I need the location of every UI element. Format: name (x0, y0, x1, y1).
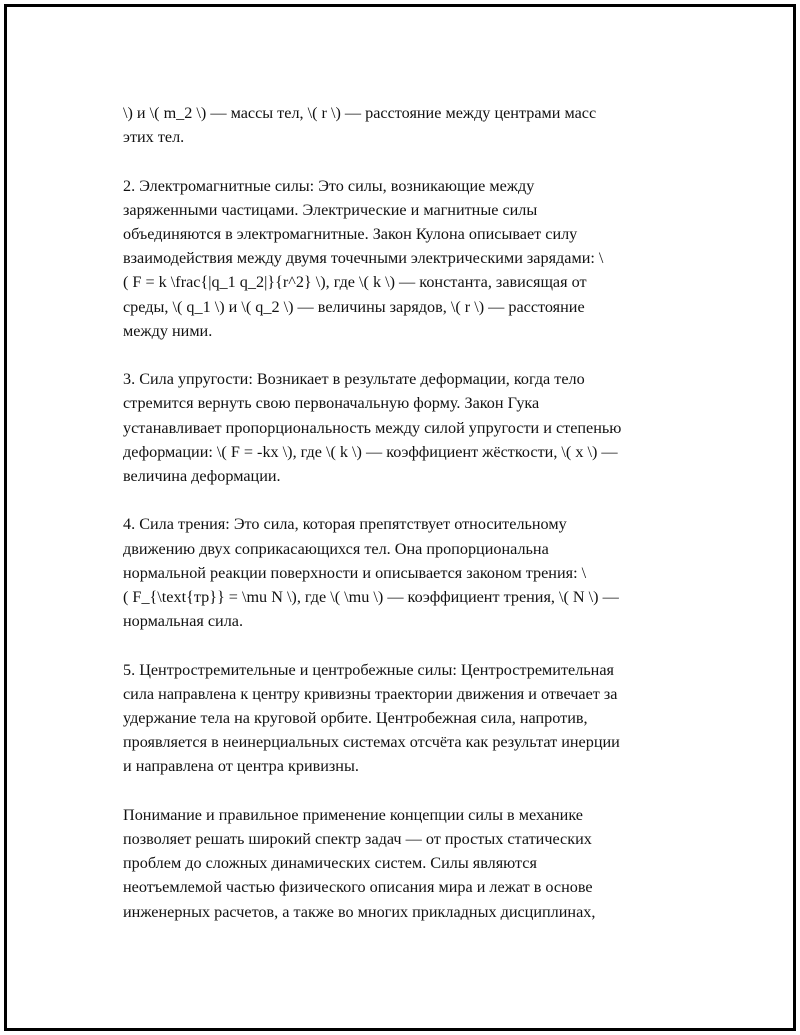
text-line: позволяет решать широкий спектр задач — от простых статических (123, 830, 592, 849)
paragraph-gravity-tail (123, 101, 698, 149)
text-line: сила направлена к центру кривизны траектории движения и отвечает за (123, 684, 618, 703)
text-line: нормальной реакции поверхности и описывается законом трения: \ (123, 563, 587, 582)
text-line: между ними. (123, 321, 213, 340)
text-line: величина деформации. (123, 467, 281, 486)
text-line: ( F = k \frac{|q_1 q_2|}{r^2} \), где \( k \) — константа, зависящая от (123, 273, 587, 292)
text-line: нормальная сила. (123, 612, 244, 631)
text-line: заряженными частицами. Электрические и магнитные силы (123, 200, 538, 219)
text-line: движению двух соприкасающихся тел. Она пропорциональна (123, 539, 549, 558)
text-line: устанавливает пропорциональность между силой упругости и степенью (123, 418, 622, 437)
text-line: 3. Сила упругости: Возникает в результате деформации, когда тело (123, 370, 585, 389)
text-line: деформации: \( F = -kx \), где \( k \) — коэффициент жёсткости, \( x \) — (123, 442, 618, 461)
paragraph-conclusion (123, 803, 698, 924)
text-line: и направлена от центра кривизны. (123, 757, 359, 776)
text-line: 4. Сила трения: Это сила, которая препятствует относительному (123, 515, 567, 534)
text-line: Понимание и правильное применение концепции силы в механике (123, 805, 583, 824)
text-line: удержание тела на круговой орбите. Центробежная сила, напротив, (123, 709, 588, 728)
text-line: стремится вернуть свою первоначальную форму. Закон Гука (123, 394, 540, 413)
text-line: \) и \( m_2 \) — массы тел, \( r \) — расстояние между центрами масс (123, 104, 597, 122)
text-line: взаимодействия между двумя точечными электрическими зарядами: \ (123, 249, 604, 268)
text-line: объединяются в электромагнитные. Закон Кулона описывает силу (123, 225, 578, 243)
text-line: инженерных расчетов, а также во многих прикладных дисциплинах, (123, 902, 596, 921)
text-line: 5. Центростремительные и центробежные силы: Центростремительная (123, 660, 614, 679)
text-line: ( F_{\text{тр}} = \mu N \), где \( \mu \) — коэффициент трения, \( N \) — (123, 588, 619, 607)
text-line: проявляется в неинерциальных системах отсчёта как результат инерции (123, 733, 620, 752)
text-line: проблем до сложных динамических систем. Силы являются (123, 854, 537, 873)
paragraph-electromagnetic (123, 174, 698, 343)
text-line: среды, \( q_1 \) и \( q_2 \) — величины зарядов, \( r \) — расстояние (123, 297, 585, 316)
paragraph-centripetal (123, 658, 698, 779)
text-line: 2. Электромагнитные силы: Это силы, возникающие между (123, 176, 535, 195)
text-line: неотъемлемой частью физического описания мира и лежат в основе (123, 878, 593, 897)
paragraph-friction (123, 512, 698, 633)
text-line: этих тел. (123, 128, 185, 147)
page-frame (4, 4, 796, 1031)
document-body (123, 101, 698, 948)
paragraph-elastic (123, 367, 698, 488)
